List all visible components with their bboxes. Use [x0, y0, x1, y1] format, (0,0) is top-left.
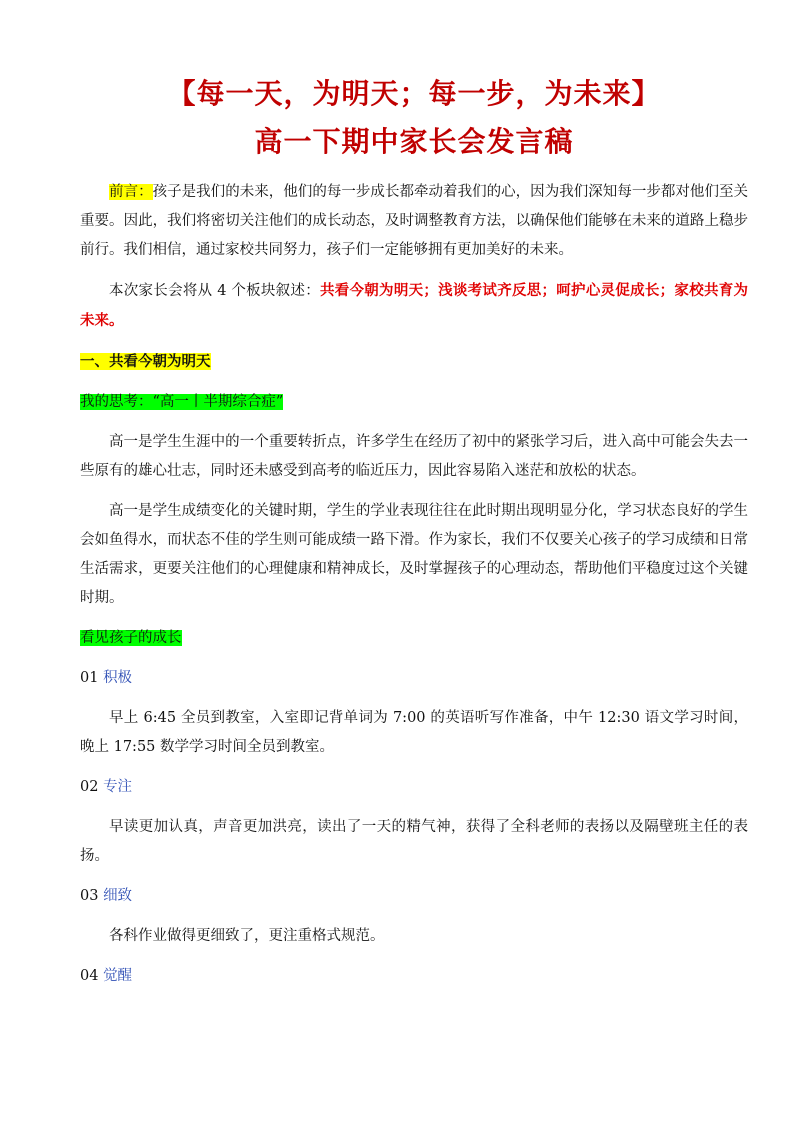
section1-paragraph-1: 高一是学生生涯中的一个重要转折点，许多学生在经历了初中的紧张学习后，进入高中可能会失去一些原有的雄心壮志，同时还未感受到高考的临近压力，因此容易陷入迷茫和放松的状态。	[80, 434, 748, 479]
intro-sections: 共看今朝为明天；浅谈考试齐反思；呵护心灵促成长；家校共育为未来。	[80, 282, 749, 329]
document-page	[80, 72, 748, 1002]
preface-paragraph	[80, 178, 748, 265]
section1-heading-line	[80, 347, 748, 377]
growth-item-3-heading	[80, 882, 748, 911]
document-title: 【每一天，为明天；每一步，为未来】	[167, 77, 661, 110]
growth-item-label: 细致	[103, 888, 133, 904]
growth-item-1-text: 早上 6:45 全员到教室，入室即记背单词为 7:00 的英语听写作准备，中午 12:30 语文学习时间，晚上 17:55 数学学习时间全员到教室。	[80, 710, 748, 755]
intro-text: 本次家长会将从 4 个板块叙述：	[109, 283, 320, 299]
preface-text: 孩子是我们的未来，他们的每一步成长都牵动着我们的心，因为我们深知每一步都对他们至关重要。因此，我们将密切关注他们的成长动态，及时调整教育方法，以确保他们能够在未来的道路上稳步前行。我们相信，通过家校共同努力，孩子们一定能够拥有更加美好的未来。	[80, 184, 748, 258]
growth-item-label: 积极	[103, 670, 133, 686]
growth-item-number: 03	[80, 888, 99, 904]
growth-item-number: 02	[80, 779, 99, 795]
section1-paragraph-2: 高一是学生成绩变化的关键时期，学生的学业表现往往在此时期出现明显分化，学习状态良好的学生会如鱼得水，而状态不佳的学生则可能成绩一路下滑。作为家长，我们不仅要关心孩子的学习成绩和日常生活需求，更要关注他们的心理健康和精神成长，及时掌握孩子的心理动态，帮助他们平稳度过这个关键时期。	[80, 503, 748, 606]
thinking-line	[80, 388, 748, 417]
growth-item-number: 04	[80, 968, 99, 984]
growth-item-4-heading	[80, 962, 748, 991]
intro-paragraph	[80, 276, 748, 336]
growth-item-3-text: 各科作业做得更细致了，更注重格式规范。	[109, 928, 385, 944]
growth-item-1-heading	[80, 664, 748, 693]
growth-item-2-heading	[80, 773, 748, 802]
growth-item-label: 专注	[103, 779, 133, 795]
growth-item-number: 01	[80, 670, 99, 686]
document-subtitle: 高一下期中家长会发言稿	[254, 125, 574, 158]
section1-heading: 一、共看今朝为明天	[80, 353, 211, 370]
thinking-label: 我的思考：“高一丨半期综合症”	[80, 394, 284, 410]
growth-line	[80, 624, 748, 653]
growth-item-2-text: 早读更加认真，声音更加洪亮，读出了一天的精气神，获得了全科老师的表扬以及隔壁班主任的表扬。	[80, 819, 748, 864]
growth-label: 看见孩子的成长	[80, 630, 182, 646]
growth-item-label: 觉醒	[103, 968, 133, 984]
preface-label: 前言：	[109, 184, 153, 200]
